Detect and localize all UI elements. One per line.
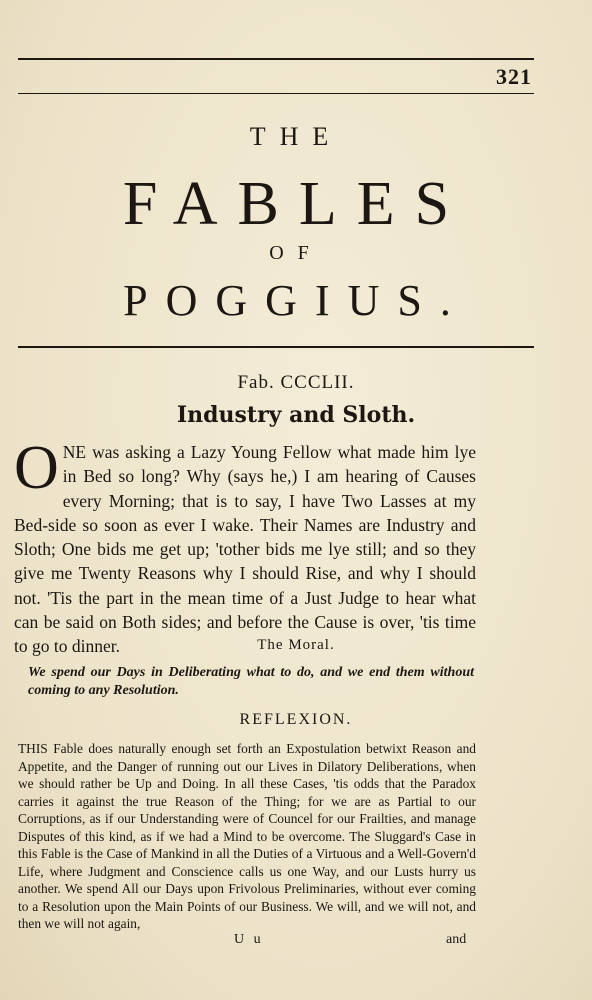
page-number: 321 — [496, 64, 532, 89]
title-of: OF — [269, 242, 323, 264]
title-fables: FABLES — [122, 170, 470, 238]
moral-text: We spend our Days in Deliberating what to do, and we end them without coming to any Resolution. — [28, 665, 474, 698]
drop-cap: O — [14, 434, 59, 502]
title-the: THE — [249, 122, 343, 151]
catchword: and — [446, 932, 467, 947]
reflexion-heading: REFLEXION. — [239, 711, 353, 728]
top-rule — [18, 58, 534, 60]
fable-body: NE was asking a Lazy Young Fellow what made him lye in Bed so long? Why (says he,) I am hearing of Causes every Morning; that is to say, I have Two Lasses at my Bed-side so soon as ever I wake. Their Names are Industry and Sloth; One bids me get up; 'tother bids me lye still; and so they give me Twenty Reasons why I should Rise, and why I should not. 'Tis the part in the mean time of a Just Judge to hear what can be said on Both sides; and before the Cause is over, 'tis time to go to dinner. — [14, 442, 476, 657]
moral-heading: The Moral. — [257, 637, 335, 653]
reflexion-text: THIS Fable does naturally enough set forth an Expostulation betwixt Reason and Appetite, and the Danger of running out our Lives in Dilatory Deliberations, when we should rather be Up and Doing. In all these Cases, 'tis odds that the Paradox carries it against the true Reason of the Thing; for we are as Partial to our Corruptions, as if our Understanding were of Councel for our Frailties, and manage Disputes of this kind, as if we had a Mind to be overcome. The Sluggard's Case in this Fable is the Case of Mankind in all the Duties of a Virtuous and a Well-Govern'd Life, where Judgment and Conscience calls us one Way, and our Lusts hurry us another. We spend All our Days upon Frivolous Preliminaries, without ever coming to a Resolution upon the Main Points of our Business. We will, and we will not, and then we will not again, — [18, 741, 476, 931]
signature-mark: U u — [234, 932, 264, 947]
fable-text — [14, 434, 476, 659]
header-rule — [18, 93, 534, 94]
fable-title: Industry and Sloth. — [176, 402, 416, 428]
title-poggius: POGGIUS. — [123, 276, 469, 325]
title-rule — [18, 346, 534, 348]
fable-number: Fab. CCCLII. — [237, 372, 355, 393]
